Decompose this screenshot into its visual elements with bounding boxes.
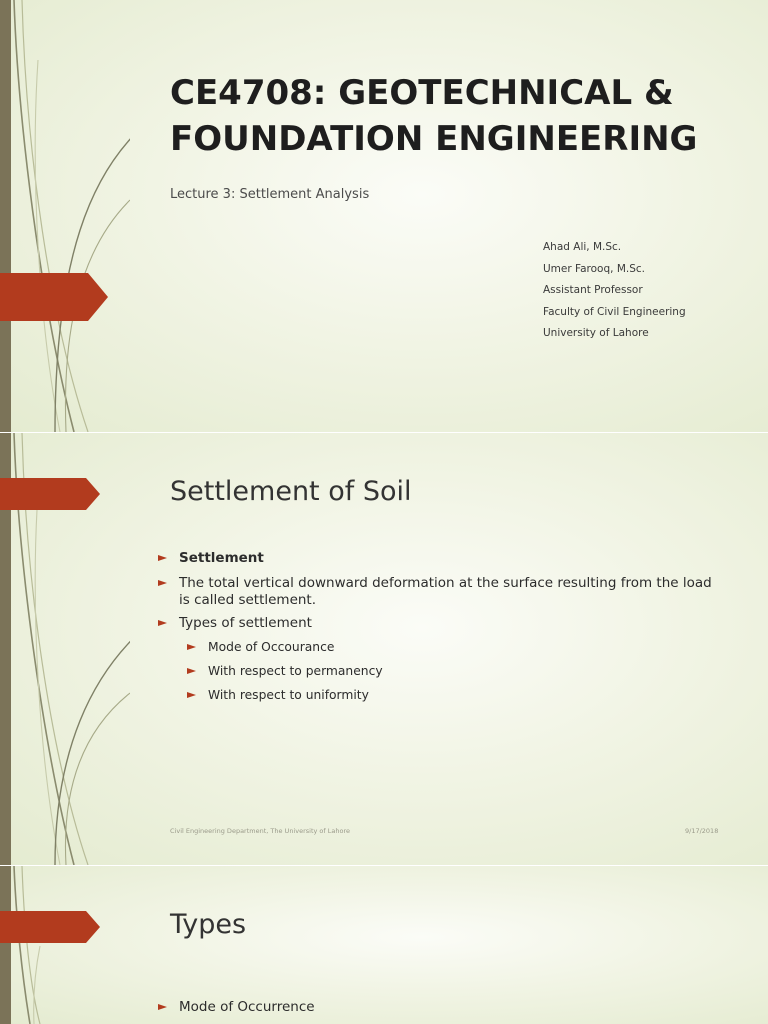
- bullet-item-sub: [187, 663, 718, 680]
- bullet-item: [158, 575, 718, 609]
- bullet-arrow-icon: [158, 580, 167, 586]
- slide-footer-date: 9/17/2018: [685, 827, 719, 835]
- bullet-item-sub: [187, 687, 718, 704]
- author-line: Faculty of Civil Engineering: [543, 305, 686, 318]
- bullet-text: Mode of Occourance: [208, 640, 335, 654]
- bullet-item: [158, 999, 718, 1016]
- bullet-arrow-icon: [187, 692, 196, 698]
- bullet-arrow-icon: [158, 620, 167, 626]
- slide-heading: Settlement of Soil: [170, 476, 412, 507]
- accent-arrow-shape: [0, 911, 100, 943]
- bullet-text: The total vertical downward deformation at the surface resulting from the load is called settlement.: [179, 575, 712, 608]
- slide-footer-department: Civil Engineering Department, The University of Lahore: [170, 827, 350, 835]
- slide-types: [0, 866, 768, 1024]
- bullet-text: Settlement: [179, 550, 264, 566]
- title-line-1: CE4708: GEOTECHNICAL &: [170, 73, 674, 113]
- accent-arrow-shape: [0, 478, 100, 510]
- accent-arrow-shape: [0, 273, 108, 321]
- presentation-title: [170, 70, 750, 162]
- slide-title-page: [0, 0, 768, 432]
- bullet-item: [158, 550, 718, 567]
- author-line: Umer Farooq, M.Sc.: [543, 262, 645, 275]
- author-line: Assistant Professor: [543, 284, 643, 297]
- bullet-arrow-icon: [158, 555, 167, 561]
- bullet-arrow-icon: [158, 1004, 167, 1010]
- lecture-subtitle: Lecture 3: Settlement Analysis: [170, 187, 370, 202]
- author-line: University of Lahore: [543, 327, 649, 340]
- author-line: Ahad Ali, M.Sc.: [543, 241, 622, 253]
- bullet-text: Types of settlement: [179, 615, 312, 631]
- slide-settlement-of-soil: [0, 433, 768, 865]
- decorative-curves: [0, 866, 130, 1024]
- bullet-item: [158, 615, 718, 632]
- bullet-text: With respect to uniformity: [208, 688, 369, 702]
- bullet-arrow-icon: [187, 644, 196, 650]
- bullet-text: With respect to permanency: [208, 664, 383, 678]
- decorative-curves: [0, 0, 130, 432]
- bullet-list: [158, 550, 718, 704]
- bullet-list: [158, 999, 718, 1016]
- bullet-arrow-icon: [187, 668, 196, 674]
- slide-heading: Types: [170, 909, 247, 940]
- title-line-2: FOUNDATION ENGINEERING: [170, 119, 698, 159]
- author-info: [543, 239, 686, 347]
- bullet-item-sub: [187, 639, 718, 656]
- bullet-text: Mode of Occurrence: [179, 999, 315, 1015]
